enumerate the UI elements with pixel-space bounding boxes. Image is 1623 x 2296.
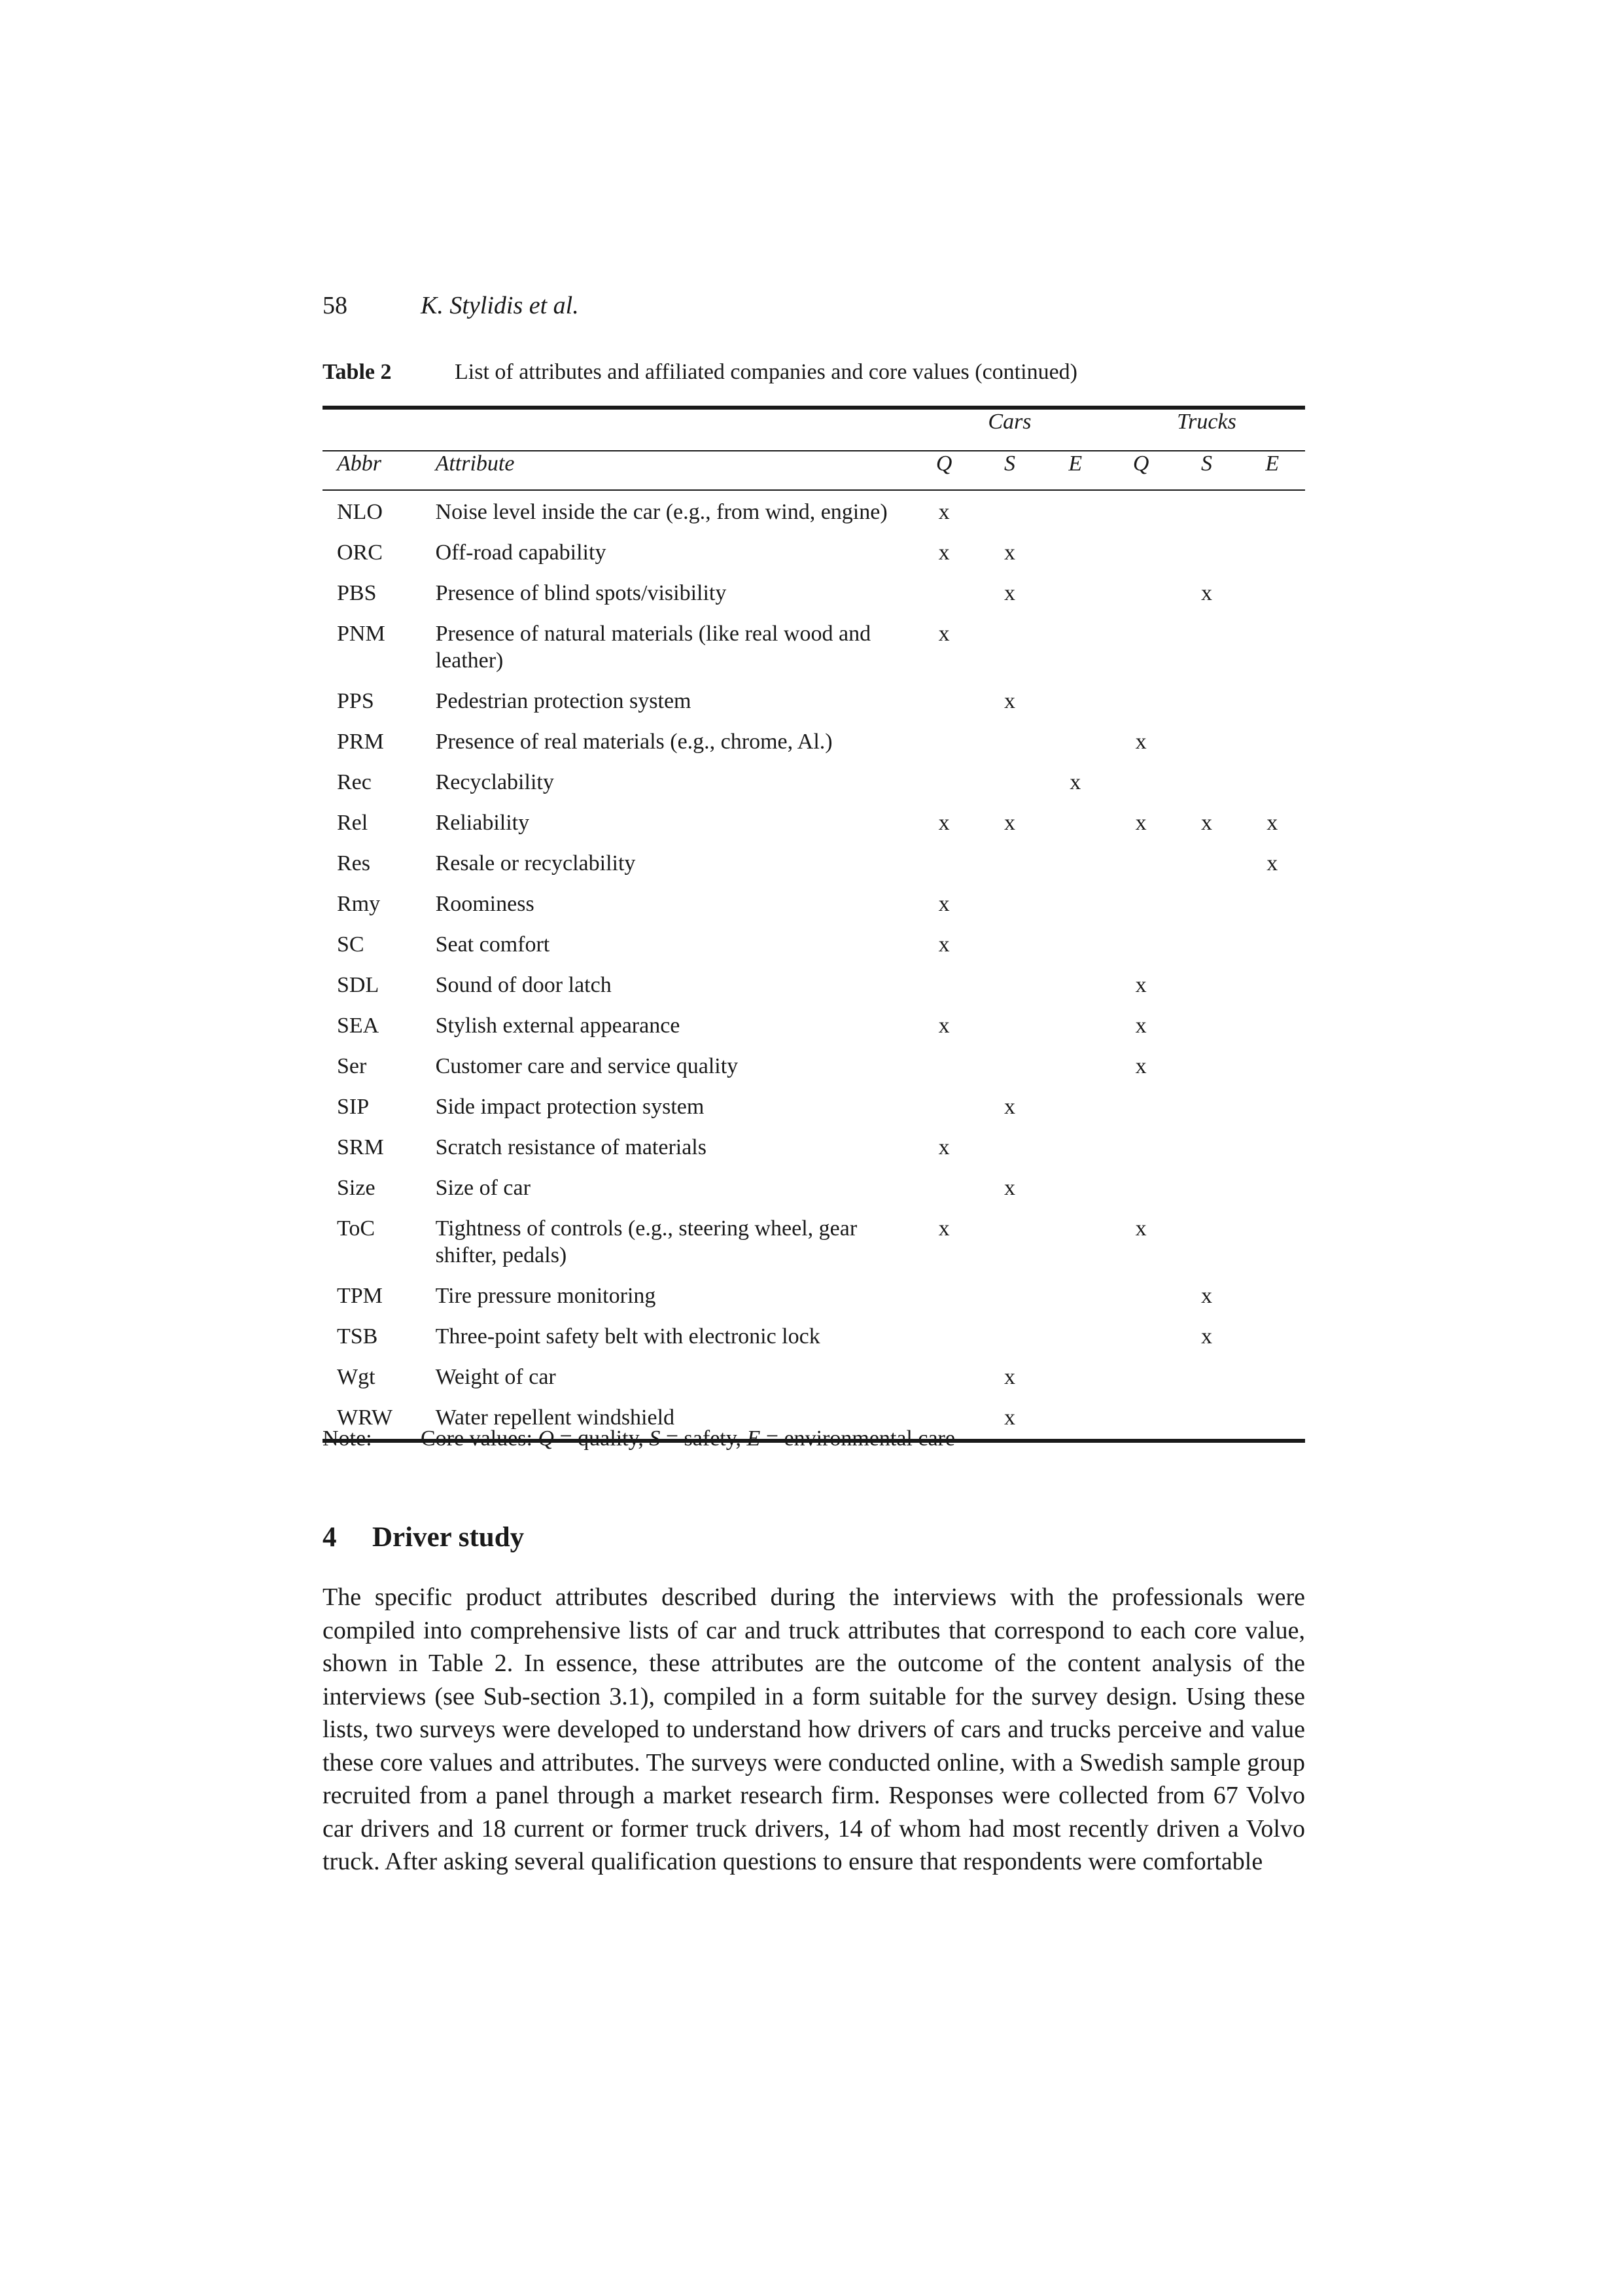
cell-abbr: Wgt bbox=[337, 1365, 375, 1389]
cell-cars-e bbox=[1043, 925, 1108, 966]
cell-cars-q: x bbox=[938, 892, 950, 916]
note-s-def: = safety, bbox=[660, 1426, 747, 1451]
table-note bbox=[323, 1426, 955, 1451]
note-q-def: = quality, bbox=[553, 1426, 650, 1451]
cell-abbr: ORC bbox=[337, 540, 383, 565]
cell-cars-e bbox=[1043, 1209, 1108, 1277]
cell-cars-q bbox=[911, 722, 977, 763]
table-row bbox=[323, 490, 1305, 533]
cell-trucks-e bbox=[1240, 763, 1305, 804]
cell-cars-s: x bbox=[1003, 1365, 1015, 1389]
cell-attribute: Water repellent windshield bbox=[435, 1405, 675, 1430]
cell-trucks-q bbox=[1108, 490, 1174, 533]
cell-attribute: Recyclability bbox=[435, 770, 554, 794]
cell-abbr: Ser bbox=[337, 1054, 367, 1078]
cell-cars-s bbox=[977, 722, 1042, 763]
cell-abbr: PBS bbox=[337, 581, 377, 605]
cell-cars-s bbox=[977, 1277, 1042, 1317]
cell-trucks-e: x bbox=[1266, 851, 1278, 875]
cell-trucks-e bbox=[1240, 1128, 1305, 1169]
cell-trucks-s bbox=[1174, 533, 1239, 574]
table-row bbox=[323, 1047, 1305, 1087]
cell-trucks-s bbox=[1174, 885, 1239, 925]
note-s: S bbox=[649, 1426, 661, 1451]
column-header-trucks-q: Q bbox=[1132, 451, 1149, 476]
cell-abbr: TSB bbox=[337, 1324, 378, 1349]
table-row bbox=[323, 1317, 1305, 1358]
page-number: 58 bbox=[323, 292, 347, 319]
cell-trucks-q bbox=[1108, 763, 1174, 804]
column-header-cars-e: E bbox=[1068, 451, 1083, 476]
cell-abbr: PNM bbox=[337, 622, 385, 646]
cell-cars-e bbox=[1043, 844, 1108, 885]
cell-attribute: Resale or recyclability bbox=[435, 851, 636, 875]
cell-abbr: Size bbox=[337, 1176, 375, 1200]
cell-cars-s: x bbox=[1003, 1176, 1015, 1200]
cell-abbr: Res bbox=[337, 851, 370, 875]
note-q: Q bbox=[538, 1426, 554, 1451]
cell-attribute: Presence of natural materials (like real wood and leather) bbox=[435, 622, 871, 673]
cell-cars-e bbox=[1043, 1358, 1108, 1398]
cell-trucks-e bbox=[1240, 1317, 1305, 1358]
cell-cars-s bbox=[977, 1317, 1042, 1358]
cell-cars-s bbox=[977, 885, 1042, 925]
column-header-cars-s: S bbox=[1003, 451, 1015, 476]
cell-cars-s: x bbox=[1003, 689, 1015, 713]
table-row bbox=[323, 1128, 1305, 1169]
cell-attribute: Off-road capability bbox=[435, 540, 606, 565]
cell-attribute: Noise level inside the car (e.g., from wind, engine) bbox=[435, 500, 888, 524]
column-header-cars-q: Q bbox=[935, 451, 952, 476]
cell-trucks-s: x bbox=[1200, 581, 1212, 605]
cell-trucks-e bbox=[1240, 533, 1305, 574]
cell-trucks-q bbox=[1108, 844, 1174, 885]
cell-cars-e bbox=[1043, 1317, 1108, 1358]
cell-trucks-e bbox=[1240, 1169, 1305, 1209]
cell-cars-q bbox=[911, 1169, 977, 1209]
cell-abbr: SIP bbox=[337, 1095, 370, 1119]
table-row bbox=[323, 533, 1305, 574]
cell-trucks-e bbox=[1240, 1277, 1305, 1317]
table-caption-text: List of attributes and affiliated companies and core values (continued) bbox=[455, 360, 1077, 384]
table-row bbox=[323, 682, 1305, 722]
cell-attribute: Pedestrian protection system bbox=[435, 689, 691, 713]
cell-trucks-s bbox=[1174, 1358, 1239, 1398]
cell-trucks-q bbox=[1108, 925, 1174, 966]
column-header-row bbox=[323, 451, 1305, 490]
table-row bbox=[323, 1006, 1305, 1047]
table-row bbox=[323, 614, 1305, 682]
attributes-table bbox=[323, 410, 1305, 1439]
cell-trucks-e bbox=[1240, 1398, 1305, 1439]
table-caption bbox=[323, 360, 1077, 385]
cell-cars-s bbox=[977, 966, 1042, 1006]
cell-cars-e: x bbox=[1070, 770, 1081, 794]
cell-abbr: TPM bbox=[337, 1284, 383, 1308]
cell-cars-e bbox=[1043, 966, 1108, 1006]
column-header-attribute: Attribute bbox=[435, 451, 515, 476]
table-row bbox=[323, 763, 1305, 804]
section-title: Driver study bbox=[372, 1522, 525, 1553]
section-heading bbox=[323, 1521, 524, 1553]
table-row bbox=[323, 1087, 1305, 1128]
cell-cars-q bbox=[911, 1047, 977, 1087]
cell-cars-s bbox=[977, 844, 1042, 885]
group-header-cars: Cars bbox=[988, 410, 1032, 434]
cell-cars-s: x bbox=[1003, 1405, 1015, 1430]
cell-cars-e bbox=[1043, 614, 1108, 682]
cell-trucks-e bbox=[1240, 1047, 1305, 1087]
table-row bbox=[323, 966, 1305, 1006]
group-header-trucks: Trucks bbox=[1177, 410, 1236, 434]
cell-attribute: Weight of car bbox=[435, 1365, 556, 1389]
cell-cars-e bbox=[1043, 1398, 1108, 1439]
cell-cars-s bbox=[977, 1006, 1042, 1047]
cell-trucks-s bbox=[1174, 1169, 1239, 1209]
table-row bbox=[323, 722, 1305, 763]
cell-attribute: Reliability bbox=[435, 811, 530, 835]
cell-cars-e bbox=[1043, 722, 1108, 763]
table-row bbox=[323, 925, 1305, 966]
running-header bbox=[323, 291, 579, 320]
cell-cars-s bbox=[977, 1128, 1042, 1169]
cell-cars-q: x bbox=[938, 1135, 950, 1159]
cell-attribute: Presence of blind spots/visibility bbox=[435, 581, 727, 605]
cell-cars-e bbox=[1043, 1277, 1108, 1317]
table-row bbox=[323, 1169, 1305, 1209]
cell-cars-s bbox=[977, 925, 1042, 966]
cell-cars-s bbox=[977, 614, 1042, 682]
cell-trucks-s bbox=[1174, 682, 1239, 722]
cell-cars-e bbox=[1043, 490, 1108, 533]
cell-attribute: Seat comfort bbox=[435, 932, 550, 957]
cell-abbr: Rmy bbox=[337, 892, 381, 916]
cell-trucks-s bbox=[1174, 1006, 1239, 1047]
table-body bbox=[323, 490, 1305, 1439]
cell-attribute: Scratch resistance of materials bbox=[435, 1135, 707, 1159]
cell-cars-q bbox=[911, 1277, 977, 1317]
cell-cars-s: x bbox=[1003, 1095, 1015, 1119]
cell-trucks-s bbox=[1174, 722, 1239, 763]
column-header-trucks-e: E bbox=[1265, 451, 1280, 476]
cell-trucks-e bbox=[1240, 1006, 1305, 1047]
cell-trucks-e bbox=[1240, 722, 1305, 763]
cell-cars-e bbox=[1043, 804, 1108, 844]
group-header-row bbox=[323, 410, 1305, 451]
cell-trucks-s: x bbox=[1200, 1284, 1212, 1308]
cell-cars-s bbox=[977, 490, 1042, 533]
cell-cars-q bbox=[911, 763, 977, 804]
cell-cars-e bbox=[1043, 1006, 1108, 1047]
note-e: E bbox=[746, 1426, 761, 1451]
cell-abbr: SDL bbox=[337, 973, 379, 997]
cell-attribute: Side impact protection system bbox=[435, 1095, 705, 1119]
cell-trucks-q bbox=[1108, 885, 1174, 925]
cell-cars-e bbox=[1043, 885, 1108, 925]
attributes-table-wrapper bbox=[323, 406, 1305, 1443]
table-row bbox=[323, 574, 1305, 614]
cell-trucks-q: x bbox=[1135, 811, 1147, 835]
cell-cars-q: x bbox=[938, 1014, 950, 1038]
cell-attribute: Customer care and service quality bbox=[435, 1054, 739, 1078]
cell-trucks-e bbox=[1240, 966, 1305, 1006]
cell-trucks-s bbox=[1174, 1128, 1239, 1169]
cell-abbr: PPS bbox=[337, 689, 374, 713]
cell-cars-q bbox=[911, 1317, 977, 1358]
table-row bbox=[323, 1358, 1305, 1398]
note-prefix: Core values: bbox=[421, 1426, 538, 1451]
cell-cars-q: x bbox=[938, 1216, 950, 1241]
cell-attribute: Tightness of controls (e.g., steering wheel, gear shifter, pedals) bbox=[435, 1216, 858, 1267]
cell-attribute: Roominess bbox=[435, 892, 534, 916]
cell-cars-q: x bbox=[938, 540, 950, 565]
cell-cars-q bbox=[911, 966, 977, 1006]
cell-trucks-q bbox=[1108, 1317, 1174, 1358]
cell-attribute: Three-point safety belt with electronic lock bbox=[435, 1324, 820, 1349]
cell-cars-q bbox=[911, 682, 977, 722]
cell-trucks-e bbox=[1240, 1087, 1305, 1128]
cell-trucks-s bbox=[1174, 1398, 1239, 1439]
cell-trucks-q bbox=[1108, 1277, 1174, 1317]
cell-trucks-q bbox=[1108, 574, 1174, 614]
cell-trucks-q: x bbox=[1135, 1054, 1147, 1078]
cell-abbr: SC bbox=[337, 932, 364, 957]
cell-abbr: Rec bbox=[337, 770, 372, 794]
cell-cars-s: x bbox=[1003, 540, 1015, 565]
table-row bbox=[323, 844, 1305, 885]
cell-trucks-s: x bbox=[1200, 1324, 1212, 1349]
cell-trucks-e bbox=[1240, 574, 1305, 614]
cell-trucks-s bbox=[1174, 1087, 1239, 1128]
cell-cars-s bbox=[977, 1047, 1042, 1087]
cell-trucks-s bbox=[1174, 844, 1239, 885]
running-author: K. Stylidis et al. bbox=[421, 292, 579, 319]
cell-attribute: Sound of door latch bbox=[435, 973, 612, 997]
cell-cars-q: x bbox=[938, 622, 950, 646]
cell-trucks-q bbox=[1108, 533, 1174, 574]
cell-trucks-q: x bbox=[1135, 1014, 1147, 1038]
cell-attribute: Stylish external appearance bbox=[435, 1014, 680, 1038]
cell-trucks-q bbox=[1108, 614, 1174, 682]
cell-trucks-s: x bbox=[1200, 811, 1212, 835]
cell-trucks-q: x bbox=[1135, 973, 1147, 997]
cell-cars-s: x bbox=[1003, 581, 1015, 605]
cell-cars-e bbox=[1043, 1169, 1108, 1209]
cell-trucks-e bbox=[1240, 1358, 1305, 1398]
cell-cars-s: x bbox=[1003, 811, 1015, 835]
cell-trucks-q bbox=[1108, 1169, 1174, 1209]
cell-abbr: NLO bbox=[337, 500, 383, 524]
cell-trucks-e bbox=[1240, 925, 1305, 966]
cell-abbr: ToC bbox=[337, 1216, 375, 1241]
cell-trucks-e bbox=[1240, 1209, 1305, 1277]
cell-trucks-s bbox=[1174, 925, 1239, 966]
cell-trucks-q bbox=[1108, 1128, 1174, 1169]
cell-cars-e bbox=[1043, 533, 1108, 574]
cell-cars-q: x bbox=[938, 811, 950, 835]
cell-cars-q bbox=[911, 1358, 977, 1398]
column-header-abbr: Abbr bbox=[337, 451, 381, 476]
cell-trucks-s bbox=[1174, 1209, 1239, 1277]
cell-trucks-s bbox=[1174, 763, 1239, 804]
cell-cars-e bbox=[1043, 1087, 1108, 1128]
cell-cars-q: x bbox=[938, 932, 950, 957]
cell-trucks-e bbox=[1240, 682, 1305, 722]
cell-trucks-e bbox=[1240, 885, 1305, 925]
table-row bbox=[323, 1277, 1305, 1317]
note-e-def: = environmental care bbox=[760, 1426, 955, 1451]
cell-trucks-q bbox=[1108, 1398, 1174, 1439]
cell-trucks-s bbox=[1174, 966, 1239, 1006]
cell-trucks-q bbox=[1108, 1358, 1174, 1398]
cell-trucks-s bbox=[1174, 1047, 1239, 1087]
cell-trucks-s bbox=[1174, 490, 1239, 533]
cell-cars-e bbox=[1043, 1047, 1108, 1087]
cell-abbr: PRM bbox=[337, 730, 384, 754]
cell-cars-q: x bbox=[938, 500, 950, 524]
cell-attribute: Presence of real materials (e.g., chrome, Al.) bbox=[435, 730, 833, 754]
table-row bbox=[323, 804, 1305, 844]
cell-trucks-q bbox=[1108, 1087, 1174, 1128]
cell-trucks-s bbox=[1174, 614, 1239, 682]
note-label: Note: bbox=[323, 1426, 372, 1451]
cell-cars-q bbox=[911, 844, 977, 885]
cell-cars-e bbox=[1043, 574, 1108, 614]
table-row bbox=[323, 1209, 1305, 1277]
section-number: 4 bbox=[323, 1522, 337, 1553]
cell-trucks-q: x bbox=[1135, 730, 1147, 754]
cell-abbr: SEA bbox=[337, 1014, 379, 1038]
cell-trucks-e bbox=[1240, 614, 1305, 682]
cell-cars-e bbox=[1043, 1128, 1108, 1169]
table-row bbox=[323, 885, 1305, 925]
cell-attribute: Tire pressure monitoring bbox=[435, 1284, 656, 1308]
table-label: Table 2 bbox=[323, 360, 392, 384]
cell-attribute: Size of car bbox=[435, 1176, 531, 1200]
cell-cars-q bbox=[911, 574, 977, 614]
section-body-paragraph: The specific product attributes described during the interviews with the professionals were compiled into comprehensive lists of car and truck attributes that correspond to each core value, shown in Table 2. In essence, these attributes are the outcome of the content analysis of the interviews (see Sub-section 3.1), compiled in a form suitable for the survey design. Using these lists, two surveys were developed to understand how drivers of cars and trucks perceive and value these core values and attributes. The surveys were conducted online, with a Swedish sample group recruited from a panel through a market research firm. Responses were collected from 67 Volvo car drivers and 18 current or former truck drivers, 14 of whom had most recently driven a Volvo truck. After asking several qualification questions to ensure that respondents were comfortable bbox=[323, 1583, 1305, 1875]
cell-trucks-e bbox=[1240, 490, 1305, 533]
cell-cars-s bbox=[977, 1209, 1042, 1277]
column-header-trucks-s: S bbox=[1200, 451, 1212, 476]
cell-abbr: SRM bbox=[337, 1135, 384, 1159]
cell-abbr: Rel bbox=[337, 811, 368, 835]
cell-trucks-q: x bbox=[1135, 1216, 1147, 1241]
cell-cars-e bbox=[1043, 682, 1108, 722]
cell-abbr: WRW bbox=[337, 1405, 393, 1430]
cell-trucks-e: x bbox=[1266, 811, 1278, 835]
cell-trucks-q bbox=[1108, 682, 1174, 722]
cell-cars-s bbox=[977, 763, 1042, 804]
cell-cars-q bbox=[911, 1087, 977, 1128]
